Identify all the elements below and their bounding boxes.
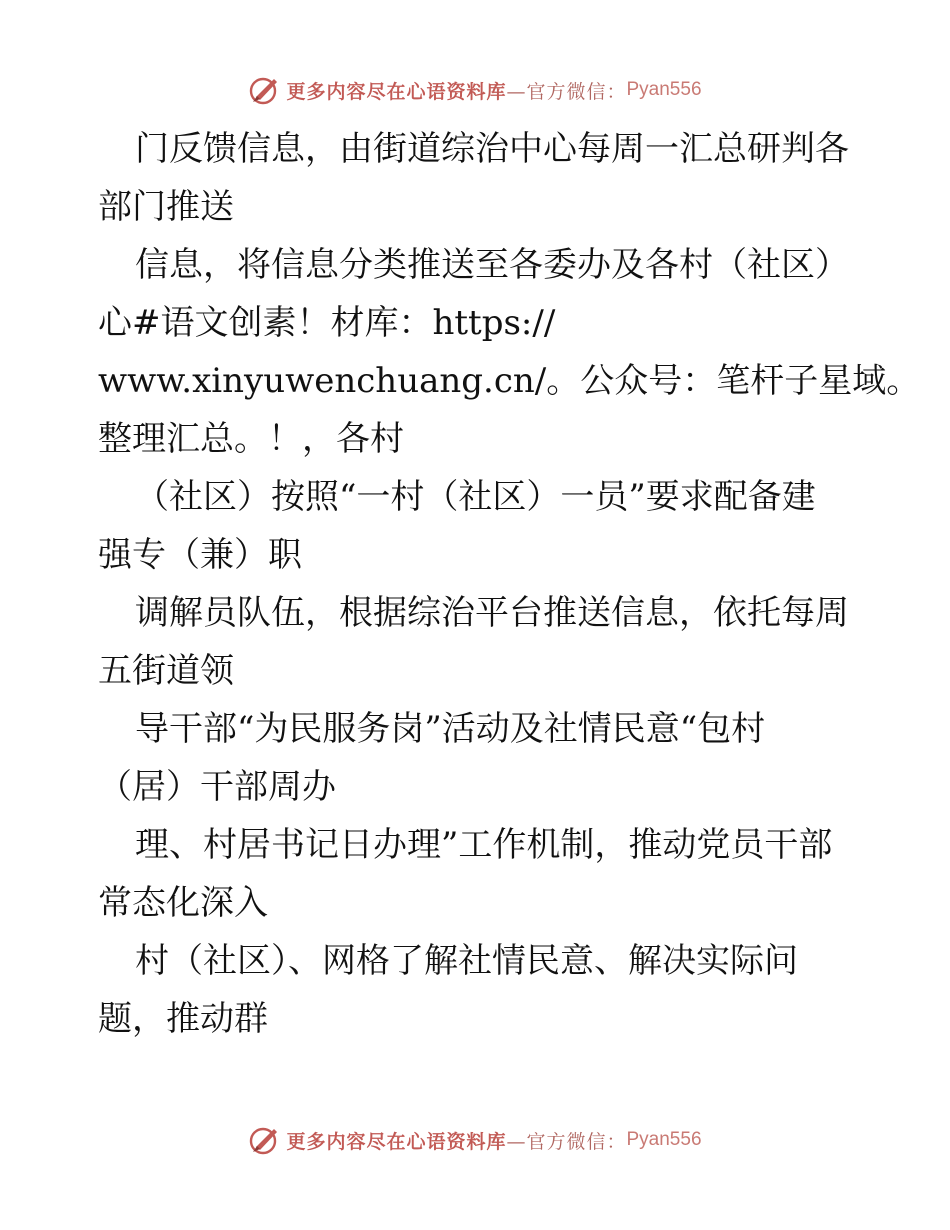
text-line: （社区）按照“一村（社区）一员”要求配备建 — [135, 477, 816, 517]
quill-circle-icon — [248, 73, 282, 107]
text-line: 整理汇总。！，各村 — [98, 419, 404, 459]
watermark-wechat-id: Pyan556 — [626, 79, 702, 100]
watermark-footer — [0, 1120, 950, 1160]
text-line: （居）干部周办 — [98, 767, 336, 807]
text-line: 五街道领 — [98, 651, 234, 691]
watermark-wechat-id: Pyan556 — [626, 1129, 702, 1150]
watermark-contact: —官方微信： — [506, 80, 627, 103]
text-line: 理、村居书记日办理”工作机制，推动党员干部 — [135, 825, 833, 865]
document-body — [98, 120, 921, 1048]
watermark-brand: 更多内容尽在心语资料库 — [286, 80, 507, 103]
text-line: 心#语文创素！材库：https:// — [98, 303, 556, 343]
text-line: www.xinyuwenchuang.cn/。公众号：笔杆子星域。 — [98, 361, 921, 401]
text-line: 导干部“为民服务岗”活动及社情民意“包村 — [135, 709, 766, 749]
text-line: 调解员队伍，根据综治平台推送信息，依托每周 — [135, 593, 849, 633]
text-line: 村（社区）、网格了解社情民意、解决实际问 — [135, 941, 798, 981]
watermark-header — [0, 70, 950, 110]
text-line: 常态化深入 — [98, 883, 268, 923]
watermark-contact: —官方微信： — [506, 1130, 627, 1153]
text-line: 门反馈信息，由街道综治中心每周一汇总研判各 — [135, 129, 849, 169]
quill-circle-icon — [248, 1123, 282, 1157]
text-line: 部门推送 — [98, 187, 234, 227]
text-line: 题，推动群 — [98, 999, 268, 1039]
text-line: 信息，将信息分类推送至各委办及各村（社区） — [135, 245, 849, 285]
text-line: 强专（兼）职 — [98, 535, 302, 575]
watermark-brand: 更多内容尽在心语资料库 — [286, 1130, 507, 1153]
